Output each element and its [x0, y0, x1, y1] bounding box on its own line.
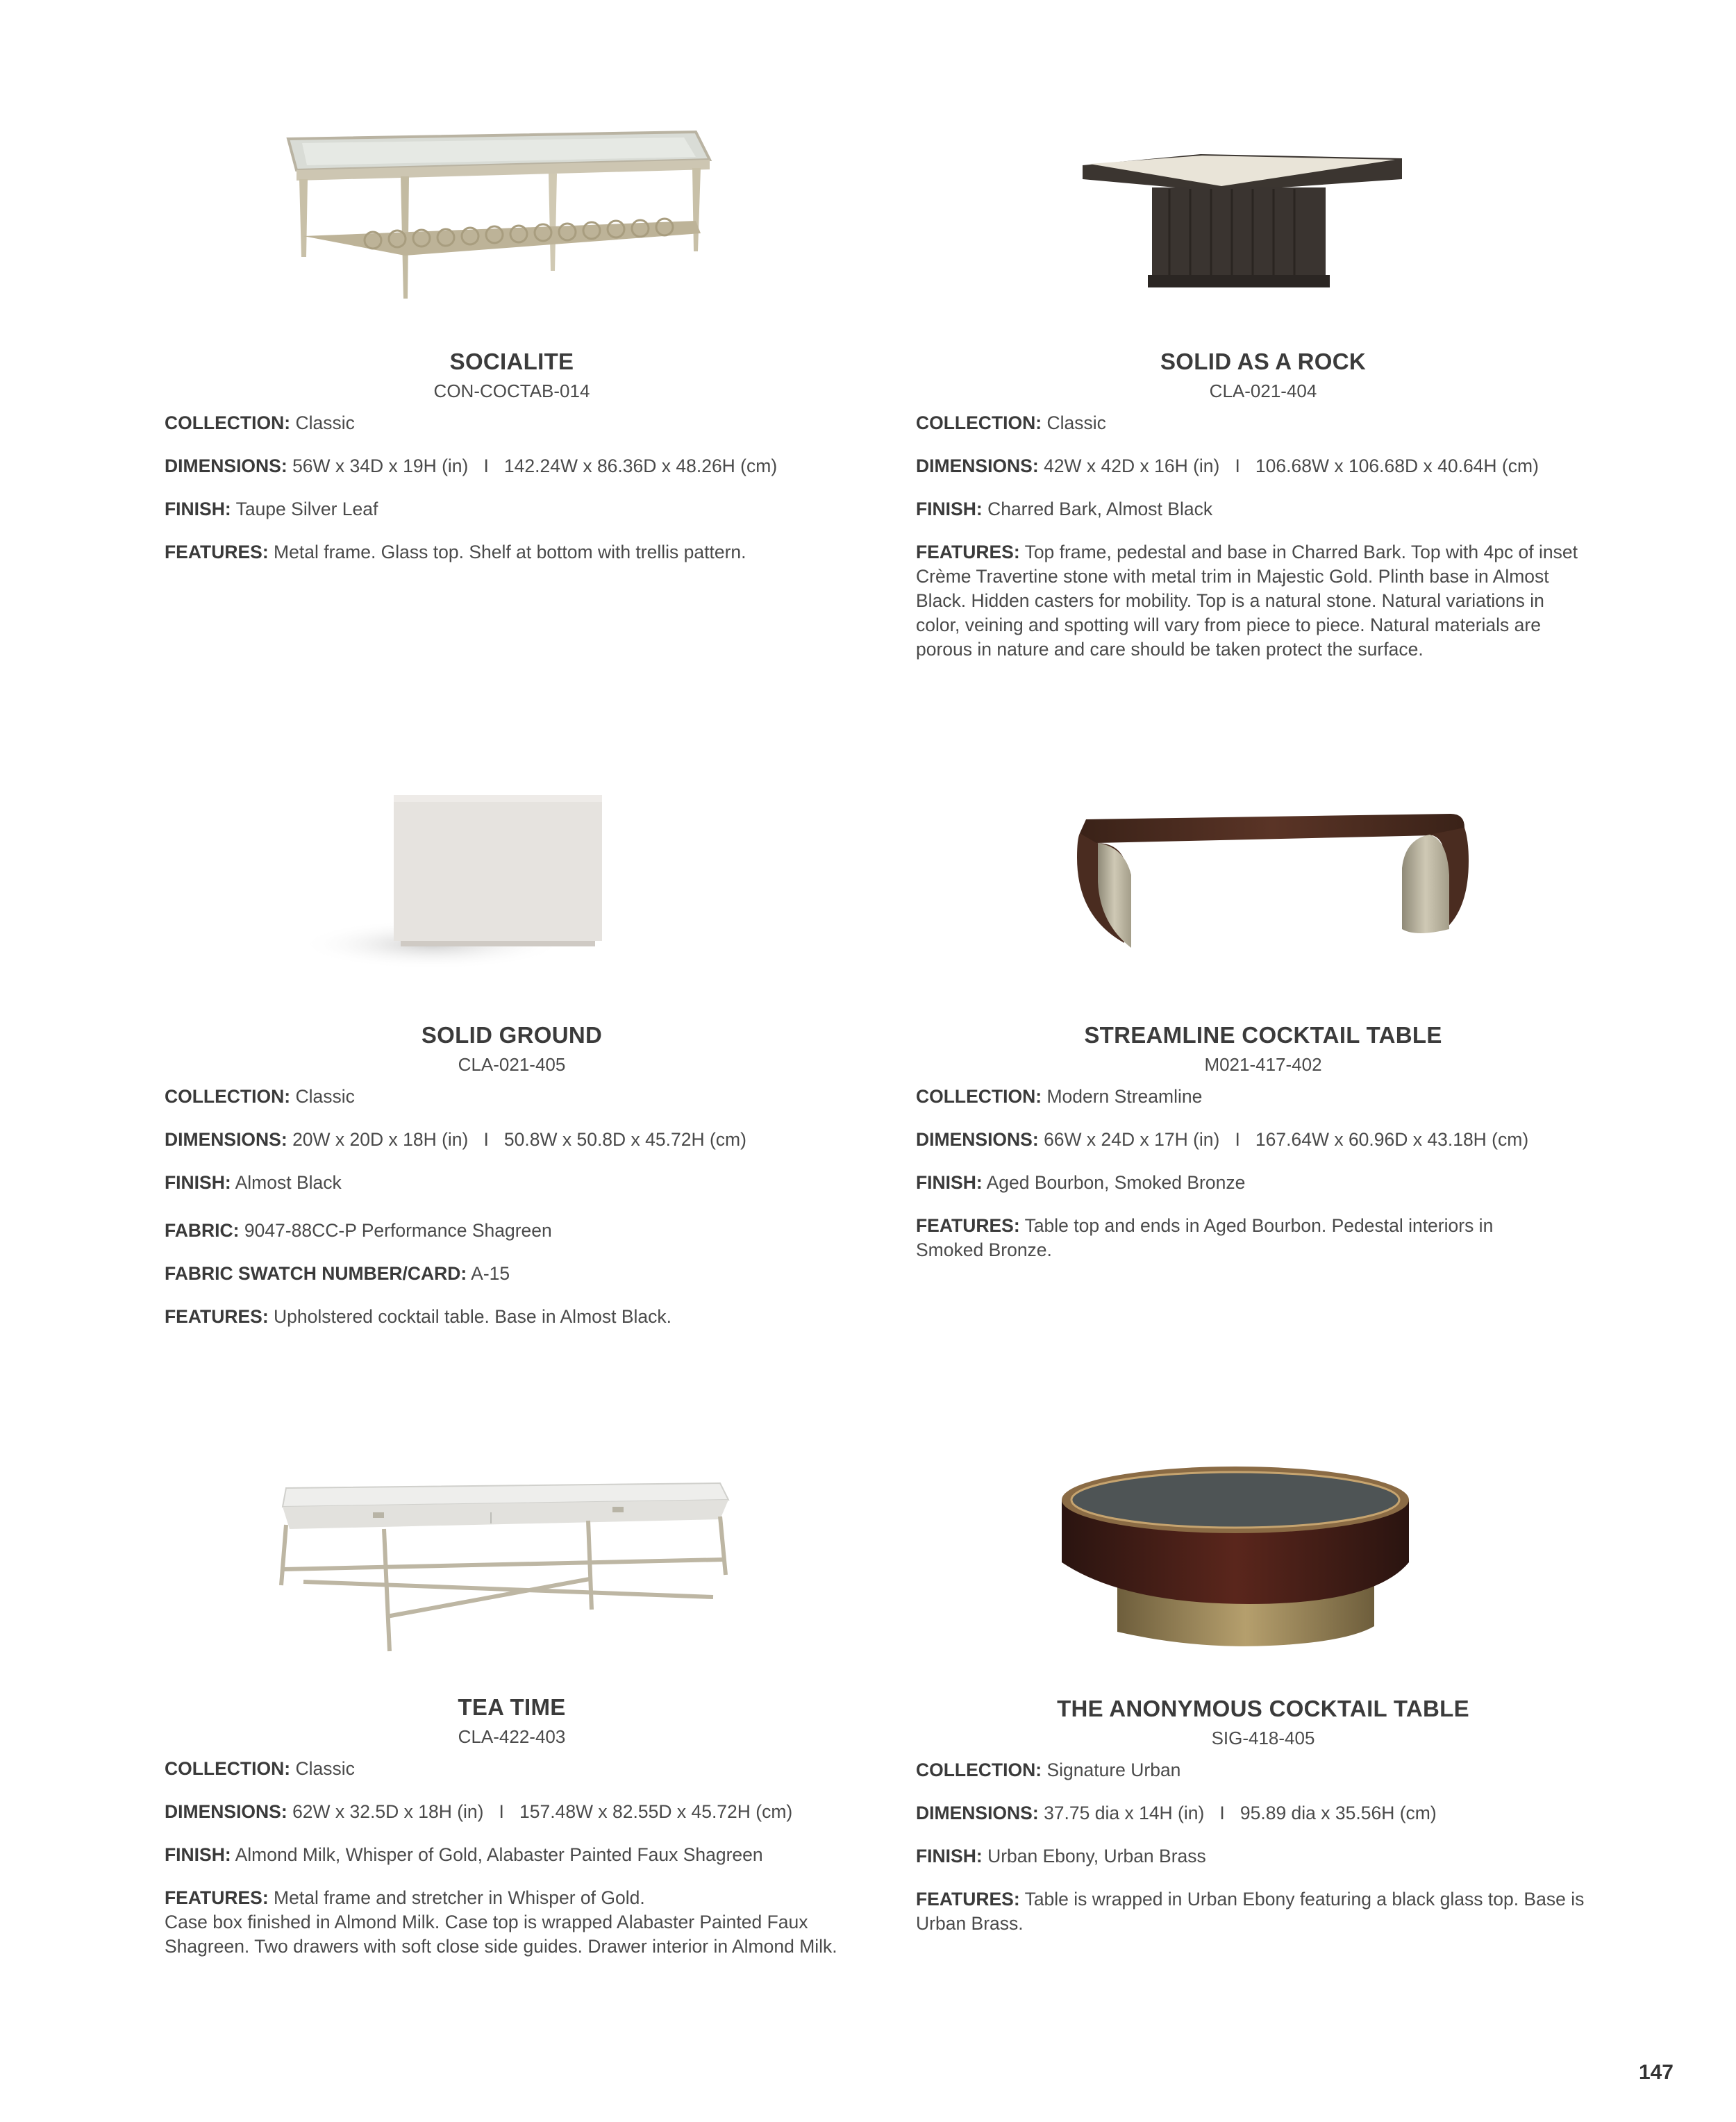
spec-dimensions: [916, 1801, 1596, 1826]
spec-value: Urban Ebony, Urban Brass: [987, 1846, 1206, 1866]
spec-value: Upholstered cocktail table. Base in Almost Black.: [274, 1306, 672, 1327]
spec-value: A-15: [471, 1263, 510, 1284]
product-image-socialite: [165, 97, 859, 333]
spec-label: FINISH:: [165, 1844, 231, 1865]
page-number: 147: [1638, 2061, 1674, 2084]
product-image-tea-time: [165, 1443, 859, 1679]
product-image-streamline: [916, 771, 1610, 1007]
spec-label: COLLECTION:: [916, 412, 1042, 433]
product-name: TEA TIME: [458, 1694, 566, 1720]
spec-collection: [165, 411, 845, 435]
spec-features: [916, 540, 1586, 662]
spec-label: FINISH:: [916, 1172, 983, 1193]
socialite-table-illustration: [165, 97, 859, 333]
spec-value: 20W x 20D x 18H (in) I 50.8W x 50.8D x 45.72H (cm): [292, 1129, 746, 1150]
spec-value: Modern Streamline: [1046, 1086, 1203, 1107]
spec-fabric: [165, 1219, 845, 1243]
product-name: STREAMLINE COCKTAIL TABLE: [1084, 1022, 1442, 1048]
spec-label: DIMENSIONS:: [916, 456, 1039, 476]
spec-value: Classic: [295, 1758, 355, 1779]
product-sku: CLA-021-405: [458, 1054, 566, 1075]
product-name: SOLID AS A ROCK: [1160, 349, 1366, 374]
spec-label: COLLECTION:: [916, 1760, 1042, 1780]
spec-finish: [916, 1844, 1596, 1869]
spec-dimensions: [165, 1800, 845, 1824]
product-sku: CON-COCTAB-014: [433, 381, 590, 401]
spec-finish: [165, 1171, 845, 1195]
spec-value: Almost Black: [235, 1172, 342, 1193]
spec-dimensions: [916, 454, 1596, 478]
spec-value: Metal frame and stretcher in Whisper of Gold. Case box finished in Almond Milk. Case top is wrapped Alabaster Painted Faux Shagreen. Two drawers with soft close side guides. Drawer interior in Almond Milk.: [165, 1887, 837, 1957]
spec-value: Classic: [295, 1086, 355, 1107]
spec-features: [916, 1214, 1562, 1262]
product-image-solid-as-a-rock: [916, 97, 1610, 333]
spec-value: Charred Bark, Almost Black: [987, 499, 1213, 519]
spec-label: FABRIC:: [165, 1220, 240, 1241]
spec-finish: [916, 497, 1596, 521]
spec-dimensions: [165, 1128, 845, 1152]
spec-label: FINISH:: [165, 1172, 231, 1193]
spec-label: DIMENSIONS:: [916, 1803, 1039, 1823]
tea-time-table-illustration: [165, 1443, 859, 1679]
spec-label: COLLECTION:: [165, 1086, 291, 1107]
spec-value: 37.75 dia x 14H (in) I 95.89 dia x 35.56H (cm): [1044, 1803, 1437, 1823]
spec-value: Table top and ends in Aged Bourbon. Pedestal interiors in Smoked Bronze.: [916, 1215, 1494, 1260]
spec-label: FEATURES:: [916, 1215, 1020, 1236]
spec-label: FEATURES:: [916, 1889, 1020, 1910]
spec-dimensions: [165, 454, 845, 478]
spec-features: [165, 1305, 845, 1329]
spec-collection: [165, 1757, 845, 1781]
spec-collection: [916, 1758, 1596, 1782]
spec-collection: [165, 1085, 845, 1109]
spec-label: FINISH:: [916, 499, 983, 519]
product-image-solid-ground: [165, 771, 859, 1007]
spec-label: FINISH:: [165, 499, 231, 519]
spec-finish: [165, 497, 845, 521]
anonymous-table-illustration: [916, 1444, 1610, 1680]
spec-label: FABRIC SWATCH NUMBER/CARD:: [165, 1263, 467, 1284]
spec-value: 66W x 24D x 17H (in) I 167.64W x 60.96D x 43.18H (cm): [1044, 1129, 1529, 1150]
spec-value: 62W x 32.5D x 18H (in) I 157.48W x 82.55D x 45.72H (cm): [292, 1801, 793, 1822]
product-sku: CLA-422-403: [458, 1726, 566, 1747]
product-name: THE ANONYMOUS COCKTAIL TABLE: [1057, 1696, 1469, 1721]
spec-collection: [916, 1085, 1596, 1109]
spec-label: DIMENSIONS:: [165, 1801, 287, 1822]
spec-collection: [916, 411, 1596, 435]
spec-value: Metal frame. Glass top. Shelf at bottom with trellis pattern.: [274, 542, 746, 562]
product-name: SOLID GROUND: [421, 1022, 603, 1048]
spec-fabric-swatch: [165, 1262, 845, 1286]
product-name: SOCIALITE: [449, 349, 574, 374]
spec-value: Classic: [295, 412, 355, 433]
spec-value: Taupe Silver Leaf: [235, 499, 378, 519]
spec-dimensions: [916, 1128, 1596, 1152]
spec-value: 56W x 34D x 19H (in) I 142.24W x 86.36D x 48.26H (cm): [292, 456, 778, 476]
spec-value: Table is wrapped in Urban Ebony featuring a black glass top. Base is Urban Brass.: [916, 1889, 1585, 1934]
product-sku: CLA-021-404: [1209, 381, 1317, 401]
product-sku: M021-417-402: [1204, 1054, 1322, 1075]
spec-label: FEATURES:: [165, 1887, 269, 1908]
spec-label: DIMENSIONS:: [165, 1129, 287, 1150]
solid-as-a-rock-table-illustration: [916, 97, 1610, 333]
streamline-table-illustration: [916, 771, 1610, 1007]
solid-ground-table-illustration: [165, 771, 859, 1007]
spec-label: FEATURES:: [165, 1306, 269, 1327]
spec-value: Almond Milk, Whisper of Gold, Alabaster Painted Faux Shagreen: [235, 1844, 763, 1865]
spec-label: DIMENSIONS:: [916, 1129, 1039, 1150]
spec-value: Signature Urban: [1046, 1760, 1181, 1780]
spec-label: COLLECTION:: [916, 1086, 1042, 1107]
spec-features: [165, 1886, 852, 1959]
spec-label: FEATURES:: [916, 542, 1020, 562]
spec-value: Top frame, pedestal and base in Charred Bark. Top with 4pc of inset Crème Travertine stone with metal trim in Majestic Gold. Plinth base in Almost Black. Hidden casters for mobility. Top is a natural stone. Natural variations in color, veining and spotting will vary from piece to piece. Natural materials are porous in nature and care should be taken protect the surface.: [916, 542, 1578, 660]
product-image-anonymous: [916, 1444, 1610, 1680]
spec-finish: [165, 1843, 845, 1867]
spec-label: DIMENSIONS:: [165, 456, 287, 476]
spec-value: 9047-88CC-P Performance Shagreen: [244, 1220, 552, 1241]
spec-label: FEATURES:: [165, 542, 269, 562]
spec-label: FINISH:: [916, 1846, 983, 1866]
spec-value: Classic: [1046, 412, 1106, 433]
spec-features: [165, 540, 845, 565]
spec-label: COLLECTION:: [165, 412, 291, 433]
spec-value: Aged Bourbon, Smoked Bronze: [986, 1172, 1246, 1193]
spec-features: [916, 1887, 1586, 1936]
product-sku: SIG-418-405: [1211, 1728, 1315, 1748]
spec-finish: [916, 1171, 1596, 1195]
spec-value: 42W x 42D x 16H (in) I 106.68W x 106.68D x 40.64H (cm): [1044, 456, 1539, 476]
spec-label: COLLECTION:: [165, 1758, 291, 1779]
